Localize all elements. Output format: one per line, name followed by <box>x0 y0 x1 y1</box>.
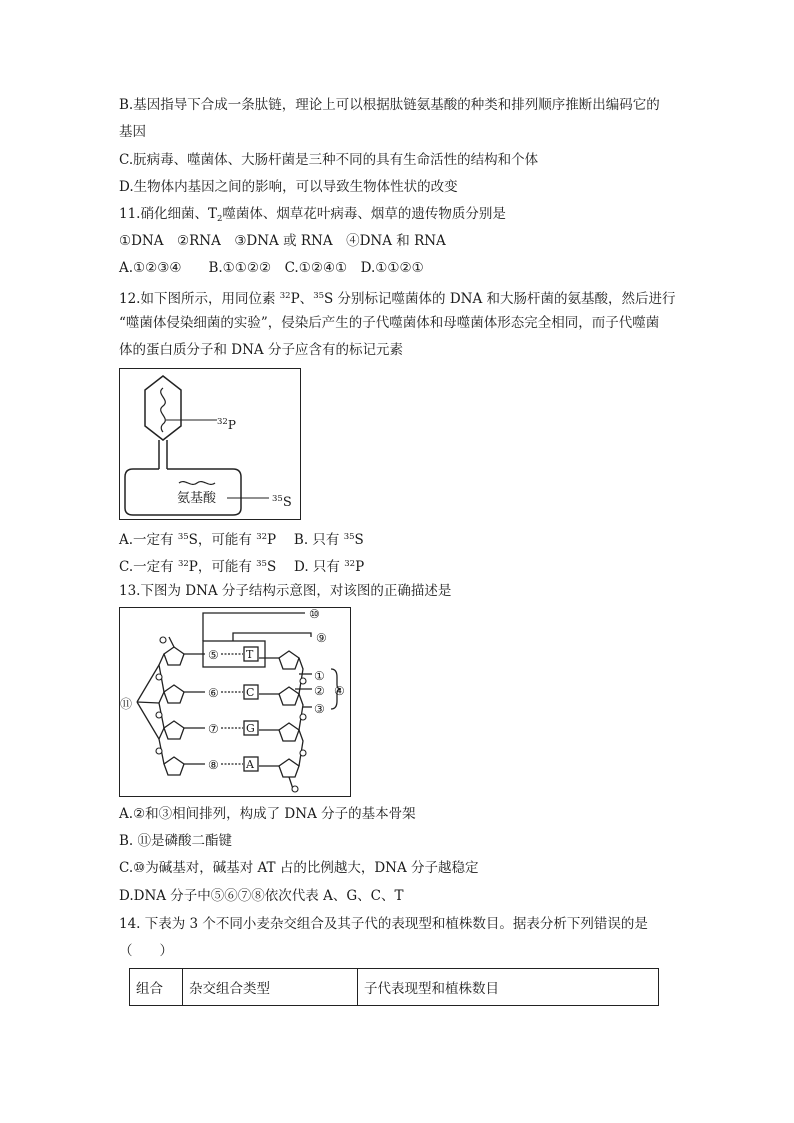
right-sugar-3 <box>279 723 299 741</box>
left-backbone-1 <box>159 654 164 692</box>
right-phosphate-1 <box>300 678 306 684</box>
q13-label-2: ② <box>314 684 325 698</box>
phage-head <box>145 376 181 440</box>
right-phosphate-3 <box>300 750 306 756</box>
q13-stem: 13.下图为 DNA 分子结构示意图，对该图的正确描述是 <box>119 583 452 599</box>
q14-table <box>129 968 659 1006</box>
left-sugar-4 <box>164 757 184 775</box>
q13-label-11: ⑪ <box>120 697 133 711</box>
left-sugar-1 <box>164 647 184 665</box>
q11-choices: ①DNA ②RNA ③DNA 或 RNA ④DNA 和 RNA <box>119 233 446 249</box>
q12-opt-c-mid: P，可能有 <box>188 559 257 575</box>
right-phosphate-4 <box>292 786 298 792</box>
q12-stem-line1 <box>119 287 676 308</box>
q13-label-8: ⑧ <box>208 758 219 772</box>
q13-option-d: D.DNA 分子中⑤⑥⑦⑧依次代表 A、G、C、T <box>119 888 404 904</box>
q12-fig-sup-32: 32 <box>217 417 228 427</box>
q12-sup-32: 32 <box>279 291 291 301</box>
right-phosphate-2 <box>300 714 306 720</box>
q12-fig-label-amino-acid: 氨基酸 <box>177 491 217 506</box>
left-phosphate-1 <box>160 637 166 643</box>
left-sugar-3 <box>164 721 184 739</box>
q13-option-a: A.②和③相间排列，构成了 DNA 分子的基本骨架 <box>119 806 416 822</box>
q12-options-ab <box>119 528 364 549</box>
q10-option-b-line2: 基因 <box>119 124 146 140</box>
q12-opt-b-end: S <box>354 532 364 548</box>
q12-opt-d-sup32: 32 <box>344 559 356 569</box>
q12-stem-line2: “噬菌体侵染细菌的实验”，侵染后产生的子代噬菌体和母噬菌体形态完全相同，而子代噬菌 <box>119 315 660 331</box>
bacterium-squiggle <box>179 482 215 485</box>
q12-stem-part2: P、 <box>290 291 314 307</box>
left-backbone-2 <box>159 692 164 728</box>
q12-opt-a-mid: S，可能有 <box>188 532 257 548</box>
q13-base-t: T <box>246 648 254 661</box>
right-backbone-2 <box>299 694 303 730</box>
q14-stem: 14. 下表为 3 个不同小麦杂交组合及其子代的表现型和植株数目。据表分析下列错误的是 <box>119 916 648 932</box>
q13-label-5: ⑤ <box>208 648 219 662</box>
q14-answer-paren: （ ） <box>119 943 173 959</box>
q10-option-d: D.生物体内基因之间的影响，可以导致生物体性状的改变 <box>119 179 458 195</box>
right-sugar-1 <box>279 651 299 669</box>
right-backbone-3 <box>299 730 303 766</box>
q13-option-b: B. ⑪是磷酸二酯键 <box>119 833 233 849</box>
right-sugar-4 <box>279 759 299 777</box>
q12-sup-35: 35 <box>313 291 325 301</box>
q13-label-9: ⑨ <box>316 631 327 645</box>
q12-fig-p: P <box>227 418 236 432</box>
q11-stem-post: 噬菌体、烟草花叶病毒、烟草的遗传物质分别是 <box>222 206 506 222</box>
callout-11-a <box>137 665 159 702</box>
q13-base-a: A <box>246 758 254 771</box>
left-phosphate-2 <box>156 674 162 680</box>
table-header-row <box>130 969 659 1006</box>
table-header-cell: 杂交组合类型 <box>183 969 358 1006</box>
callout-10 <box>203 613 305 641</box>
q12-opt-d-end: P <box>355 559 365 575</box>
q12-options-cd <box>119 555 364 576</box>
q11-options: A.①②③④ B.①①②② C.①②④① D.①①②① <box>119 260 424 276</box>
table-header-cell: 组合 <box>130 969 183 1006</box>
callout-11-c <box>137 702 159 739</box>
q13-label-7: ⑦ <box>208 722 219 736</box>
q12-opt-a-sup35: 35 <box>177 532 189 542</box>
left-backbone-top <box>169 637 174 647</box>
q12-stem-part1: 12.如下图所示，用同位素 <box>119 291 280 307</box>
table-header-cell: 子代表现型和植株数目 <box>358 969 659 1006</box>
q12-opt-b-sup35: 35 <box>343 532 355 542</box>
q12-opt-c-sup35: 35 <box>256 559 267 569</box>
left-phosphate-3 <box>156 712 162 718</box>
q10-option-b-line1: B.基因指导下合成一条肽链，理论上可以根据肽链氨基酸的种类和排列顺序推断出编码它的 <box>119 97 660 113</box>
q11-stem-subscript: 2 <box>216 214 223 224</box>
right-sugar-2 <box>279 687 299 705</box>
left-backbone-3 <box>159 728 164 764</box>
callout-11-b <box>137 702 159 703</box>
left-sugar-2 <box>164 685 184 703</box>
q13-label-10: ⑩ <box>309 607 320 621</box>
q12-stem-part3: S 分别标记噬菌体的 DNA 和大肠杆菌的氨基酸，然后进行 <box>324 291 676 307</box>
q12-opt-c-pre: C.一定有 <box>119 559 178 575</box>
left-phosphate-4 <box>156 748 162 754</box>
q12-opt-d-pre: S D. 只有 <box>266 559 345 575</box>
callout-9 <box>233 633 311 641</box>
q12-stem-line3: 体的蛋白质分子和 DNA 分子应含有的标记元素 <box>119 342 403 358</box>
q12-fig-s: S <box>282 495 292 510</box>
q12-opt-a-sup32: 32 <box>256 532 268 542</box>
q13-label-3: ③ <box>314 702 325 716</box>
q12-opt-c-sup32: 32 <box>177 559 189 569</box>
q10-option-c: C.朊病毒、噬菌体、大肠杆菌是三种不同的具有生命活性的结构和个体 <box>119 152 539 168</box>
q11-stem-pre: 11.硝化细菌、T <box>119 206 217 222</box>
q12-fig-label-32p <box>217 413 236 434</box>
q13-option-c: C.⑩为碱基对，碱基对 AT 占的比例越大，DNA 分子越稳定 <box>119 860 479 876</box>
q12-opt-a-pre: A.一定有 <box>119 532 178 548</box>
q13-label-4: ④ <box>334 684 345 698</box>
q12-opt-b-pre: P B. 只有 <box>267 532 344 548</box>
q13-label-6: ⑥ <box>208 686 219 700</box>
phage-dna <box>161 388 166 432</box>
q12-fig-label-35s <box>272 490 292 512</box>
q13-label-1: ① <box>314 669 325 683</box>
q12-fig-sup-35: 35 <box>272 494 283 504</box>
q11-stem <box>119 205 506 228</box>
q13-base-g: G <box>246 722 255 735</box>
q13-base-c: C <box>246 686 255 699</box>
